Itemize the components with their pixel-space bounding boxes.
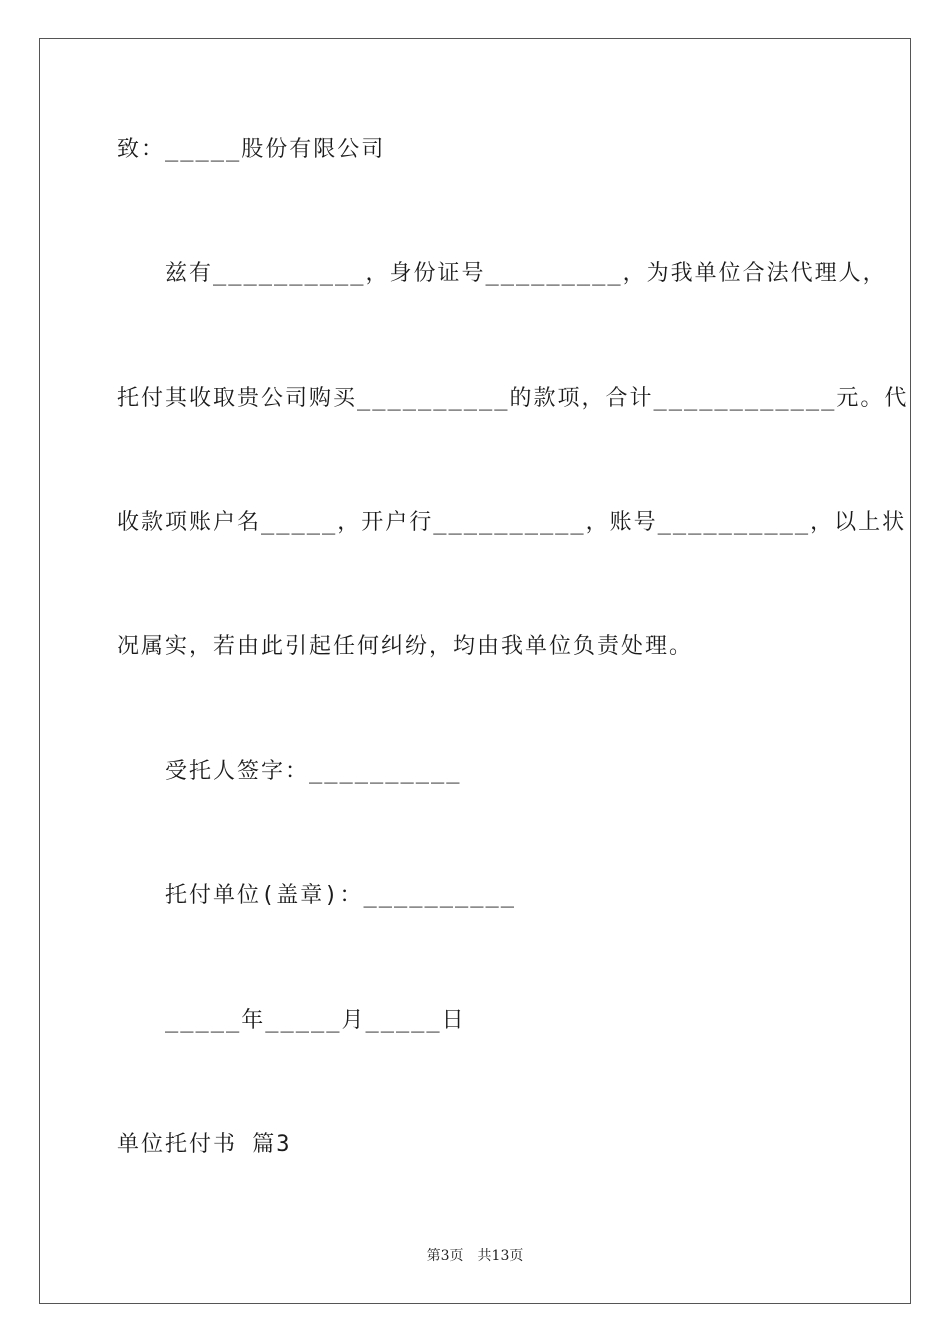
entrusting-unit-seal-line: 托付单位(盖章)：__________ <box>165 883 516 908</box>
addressee-line: 致：_____股份有限公司 <box>117 137 386 162</box>
page-number-footer: 第3页 共13页 <box>426 1248 524 1264</box>
body-paragraph-line-3: 收款项账户名_____，开户行__________，账号__________，以上状 <box>117 510 907 535</box>
body-paragraph-line-1: 兹有__________，身份证号_________，为我单位合法代理人， <box>165 261 887 286</box>
date-line: _____年_____月_____日 <box>165 1008 466 1033</box>
page-border <box>39 38 911 1304</box>
section-heading: 单位托付书 篇3 <box>117 1132 292 1157</box>
trustee-signature-line: 受托人签字：__________ <box>165 759 462 784</box>
body-paragraph-line-2: 托付其收取贵公司购买__________的款项，合计____________元。代 <box>117 386 909 411</box>
body-paragraph-line-4: 况属实，若由此引起任何纠纷，均由我单位负责处理。 <box>117 634 694 659</box>
